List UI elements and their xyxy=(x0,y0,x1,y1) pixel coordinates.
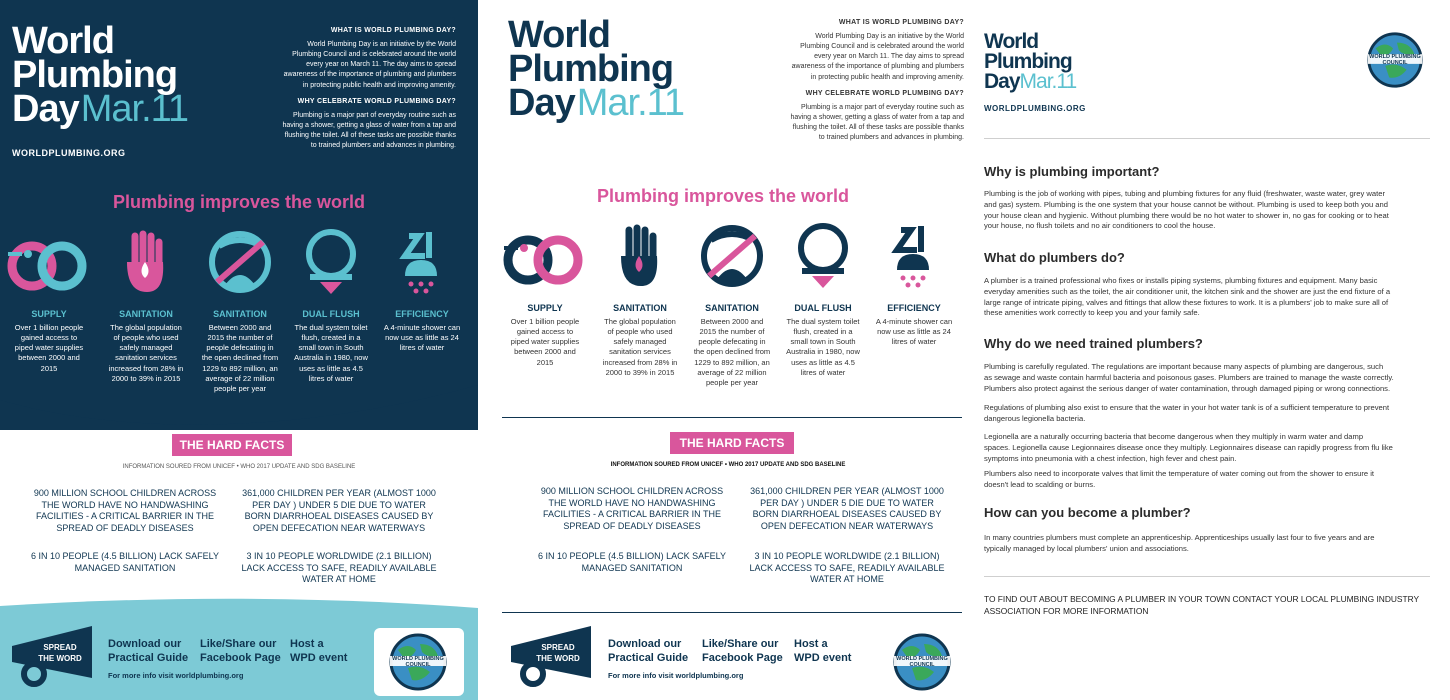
item-title: DUAL FLUSH xyxy=(302,309,360,319)
section-text: In many countries plumbers must complete an apprenticeship. Apprenticeships usually last four to five years and are typically managed by local plumbers' union and associations. xyxy=(984,533,1375,553)
shower-icon xyxy=(873,222,955,290)
fact-item: 6 IN 10 PEOPLE (4.5 BILLION) LACK SAFELY MANAGED SANITATION xyxy=(538,551,726,573)
section-text: Regulations of plumbing also exist to ensure that the water in your hot water tank is of a sufficient temperature to prevent dangerous legionella bacteria. xyxy=(984,403,1390,423)
fact-item: 3 IN 10 PEOPLE WORLDWIDE (2.1 BILLION) LACK ACCESS TO SAFE, READILY AVAILABLE WATER AT HOME xyxy=(749,551,945,585)
section-text: Plumbing is carefully regulated. The regulations are important because many aspects of plumbing are dangerous, such as sewage and waste contain harmful bacteria and poisonous gases. Plumbers are trained to manage the waste correctly. Plumbers also protect against the serious danger of water contamination, through damaged piping or wrong connections. xyxy=(984,362,1394,393)
site-url: WORLDPLUMBING.ORG xyxy=(984,104,1086,113)
shower-icon xyxy=(381,228,463,296)
improve-item: SANITATION The global population of people who used safely managed sanitation services increased from 28% in 2000 to 39% in 2015 xyxy=(592,222,688,378)
fact-item: 900 MILLION SCHOOL CHILDREN ACROSS THE WORLD HAVE NO HANDWASHING FACILITIES - A CRITICAL BARRIER IN THE SPREAD OF DEADLY DISEASES xyxy=(540,486,724,532)
divider xyxy=(984,138,1430,139)
spread-the-word: SPREAD THE WORD xyxy=(536,643,580,664)
improve-item: EFFICIENCY A 4-minute shower can now use as little as 24 litres of water xyxy=(374,228,470,353)
page-title: World Plumbing DayMar.11 xyxy=(12,20,189,131)
item-title: SUPPLY xyxy=(31,309,67,319)
logo-text: WORLD PLUMBING COUNCIL xyxy=(1369,54,1421,66)
hand-drop-icon xyxy=(105,228,187,296)
improves-row xyxy=(502,222,962,402)
about-block: WHAT IS WORLD PLUMBING DAY? World Plumbing Day is an initiative by the World Plumbing Council and is celebrated around the world every year on March 11. The day aims to spread awareness of the importance of plumbing and plumbers in protecting public health and improving amenity. WHY CELEBRATE WORLD PLUMBING DAY? Plumbing is a major part of everyday routine such as having a shower, getting a glass of water from a tap and flushing the toilet. All of these tasks are possible thanks to trained plumbers and advances in plumbing. xyxy=(282,27,456,150)
facebook-link[interactable]: Like/Share our Facebook Page xyxy=(200,638,281,665)
section-text: Legionella are a naturally occurring bacteria that become dangerous when they multiply in warm water and damp spaces. Legionella cause Legionnaires disease once they multiply. Legionnaires disease can rapidly progress from flu like symptoms into pneumonia with a chest infection, high fever and chest pain. xyxy=(984,432,1393,463)
facts-source: INFORMATION SOURED FROM UNICEF • WHO 2017 UPDATE AND SDG BASELINE xyxy=(122,464,356,470)
logo-text: WORLD PLUMBING COUNCIL xyxy=(896,656,948,668)
facts-source: INFORMATION SOURED FROM UNICEF • WHO 2017 UPDATE AND SDG BASELINE xyxy=(610,462,846,468)
toilet-icon xyxy=(290,228,372,296)
infographic-dark xyxy=(0,0,478,700)
improve-item: SANITATION Between 2000 and 2015 the number of people defecating in the open declined from 1229 to 892 million, an average of 22 million people per year xyxy=(192,228,288,394)
spread-the-word: SPREAD THE WORD xyxy=(38,643,82,664)
contact-text: TO FIND OUT ABOUT BECOMING A PLUMBER IN YOUR TOWN CONTACT YOUR LOCAL PLUMBING INDUSTRY ASSOCIATION FOR MORE INFORMATION xyxy=(984,594,1420,616)
improve-item: DUAL FLUSH The dual system toilet flush, created in a small town in South Australia in 1980, now uses as little as 4.5 litres of water xyxy=(778,222,868,378)
host-event-link[interactable]: Host a WPD event xyxy=(794,638,852,665)
divider xyxy=(502,612,962,613)
infographic-light xyxy=(480,0,966,700)
download-guide-link[interactable]: Download our Practical Guide xyxy=(608,638,689,665)
facebook-link[interactable]: Like/Share our Facebook Page xyxy=(702,638,783,665)
no-defecation-icon xyxy=(691,222,773,290)
hand-drop-icon xyxy=(599,222,681,290)
fact-item: 3 IN 10 PEOPLE WORLDWIDE (2.1 BILLION) LACK ACCESS TO SAFE, READILY AVAILABLE WATER AT HOME xyxy=(241,551,437,585)
section-heading: Why do we need trained plumbers? xyxy=(984,336,1203,351)
improve-item: DUAL FLUSH The dual system toilet flush, created in a small town in South Australia in 1980, now uses as little as 4.5 litres of water xyxy=(286,228,376,384)
fact-item: 6 IN 10 PEOPLE (4.5 BILLION) LACK SAFELY MANAGED SANITATION xyxy=(31,551,219,573)
item-title: SANITATION xyxy=(119,309,173,319)
divider xyxy=(502,417,962,418)
improves-heading: Plumbing improves the world xyxy=(596,186,850,206)
download-guide-link[interactable]: Download our Practical Guide xyxy=(108,638,189,665)
item-title: EFFICIENCY xyxy=(395,309,449,319)
divider xyxy=(984,576,1430,577)
site-url: WORLDPLUMBING.ORG xyxy=(12,148,126,158)
page-title: World Plumbing DayMar.11 xyxy=(984,30,1077,93)
host-event-link[interactable]: Host a WPD event xyxy=(290,638,348,665)
fact-item: 361,000 CHILDREN PER YEAR (ALMOST 1000 PER DAY ) UNDER 5 DIE DUE TO WATER BORN DIARRHOEAL DISEASES CAUSED BY OPEN DEFECATION NEAR WATERWAYS xyxy=(750,486,944,532)
fact-item: 900 MILLION SCHOOL CHILDREN ACROSS THE WORLD HAVE NO HANDWASHING FACILITIES - A CRITICAL BARRIER IN THE SPREAD OF DEADLY DISEASES xyxy=(33,488,217,534)
item-title: SANITATION xyxy=(213,309,267,319)
hard-facts-button[interactable]: THE HARD FACTS xyxy=(670,432,794,454)
section-text: A plumber is a trained professional who fixes or installs piping systems, plumbing fixtures and equipment. Many basic everyday amenities such as the toilet, the air conditioner unit, the kitchen sink and the shower are just the end fixture of a large range of intricate piping, valves and fittings that allow these fixtures to work. It is a plumbers' job to make sure all of these amenities work correctly to keep you and your family safe. xyxy=(984,276,1391,318)
improve-item: EFFICIENCY A 4-minute shower can now use as little as 24 litres of water xyxy=(866,222,962,347)
improve-item: SUPPLY Over 1 billion people gained access to piped water supplies between 2000 and 2015 xyxy=(6,228,92,374)
item-title: SANITATION xyxy=(705,303,759,313)
hard-facts-button[interactable]: THE HARD FACTS xyxy=(172,434,292,456)
item-title: DUAL FLUSH xyxy=(794,303,852,313)
item-title: SUPPLY xyxy=(527,303,563,313)
section-text: Plumbing is the job of working with pipes, tubing and plumbing fixtures for any fluid (freshwater, waste water, grey water and gas) system. Plumbing is the one system that your house cannot be without. Plumbing is used to keep both you and your house clean and hygienic. Without plumbing there would be no hot water to shower in, no gas for cooking or to heat your house, no flush toilets and no air conditioners to cool the house. xyxy=(984,189,1389,231)
fact-item: 361,000 CHILDREN PER YEAR (ALMOST 1000 PER DAY ) UNDER 5 DIE DUE TO WATER BORN DIARRHOEAL DISEASES CAUSED BY OPEN DEFECATION NEAR WATERWAYS xyxy=(242,488,436,534)
toilet-icon xyxy=(782,222,864,290)
more-info: For more info visit worldplumbing.org xyxy=(108,671,244,680)
supply-icon xyxy=(502,222,584,290)
improve-item: SANITATION The global population of people who used safely managed sanitation services increased from 28% in 2000 to 39% in 2015 xyxy=(98,228,194,384)
section-heading: What do plumbers do? xyxy=(984,250,1125,265)
improve-item: SANITATION Between 2000 and 2015 the number of people defecating in the open declined from 1229 to 892 million, an average of 22 million people per year xyxy=(684,222,780,388)
item-title: SANITATION xyxy=(613,303,667,313)
text-page xyxy=(966,0,1450,700)
about-block: WHAT IS WORLD PLUMBING DAY? World Plumbing Day is an initiative by the World Plumbing Council and is celebrated around the world every year on March 11. The day aims to spread awareness of the importance of plumbing and plumbers in protecting public health and improving amenity. WHY CELEBRATE WORLD PLUMBING DAY? Plumbing is a major part of everyday routine such as having a shower, getting a glass of water from a tap and flushing the toilet. All of these tasks are possible thanks to trained plumbers and advances in plumbing. xyxy=(790,19,964,142)
section-heading: How can you become a plumber? xyxy=(984,505,1191,520)
improves-row xyxy=(6,228,476,408)
improves-heading: Plumbing improves the world xyxy=(112,192,366,212)
item-title: EFFICIENCY xyxy=(887,303,941,313)
logo-text: WORLD PLUMBING COUNCIL xyxy=(392,656,444,668)
section-text: Plumbers also need to incorporate valves that limit the temperature of water coming out from the shower to ensure it doesn't lead to scalding or burns. xyxy=(984,469,1375,489)
supply-icon xyxy=(6,228,88,296)
page-title: World Plumbing DayMar.11 xyxy=(508,14,685,125)
no-defecation-icon xyxy=(199,228,281,296)
more-info: For more info visit worldplumbing.org xyxy=(608,671,744,680)
section-heading: Why is plumbing important? xyxy=(984,164,1160,179)
improve-item: SUPPLY Over 1 billion people gained access to piped water supplies between 2000 and 2015 xyxy=(502,222,588,368)
